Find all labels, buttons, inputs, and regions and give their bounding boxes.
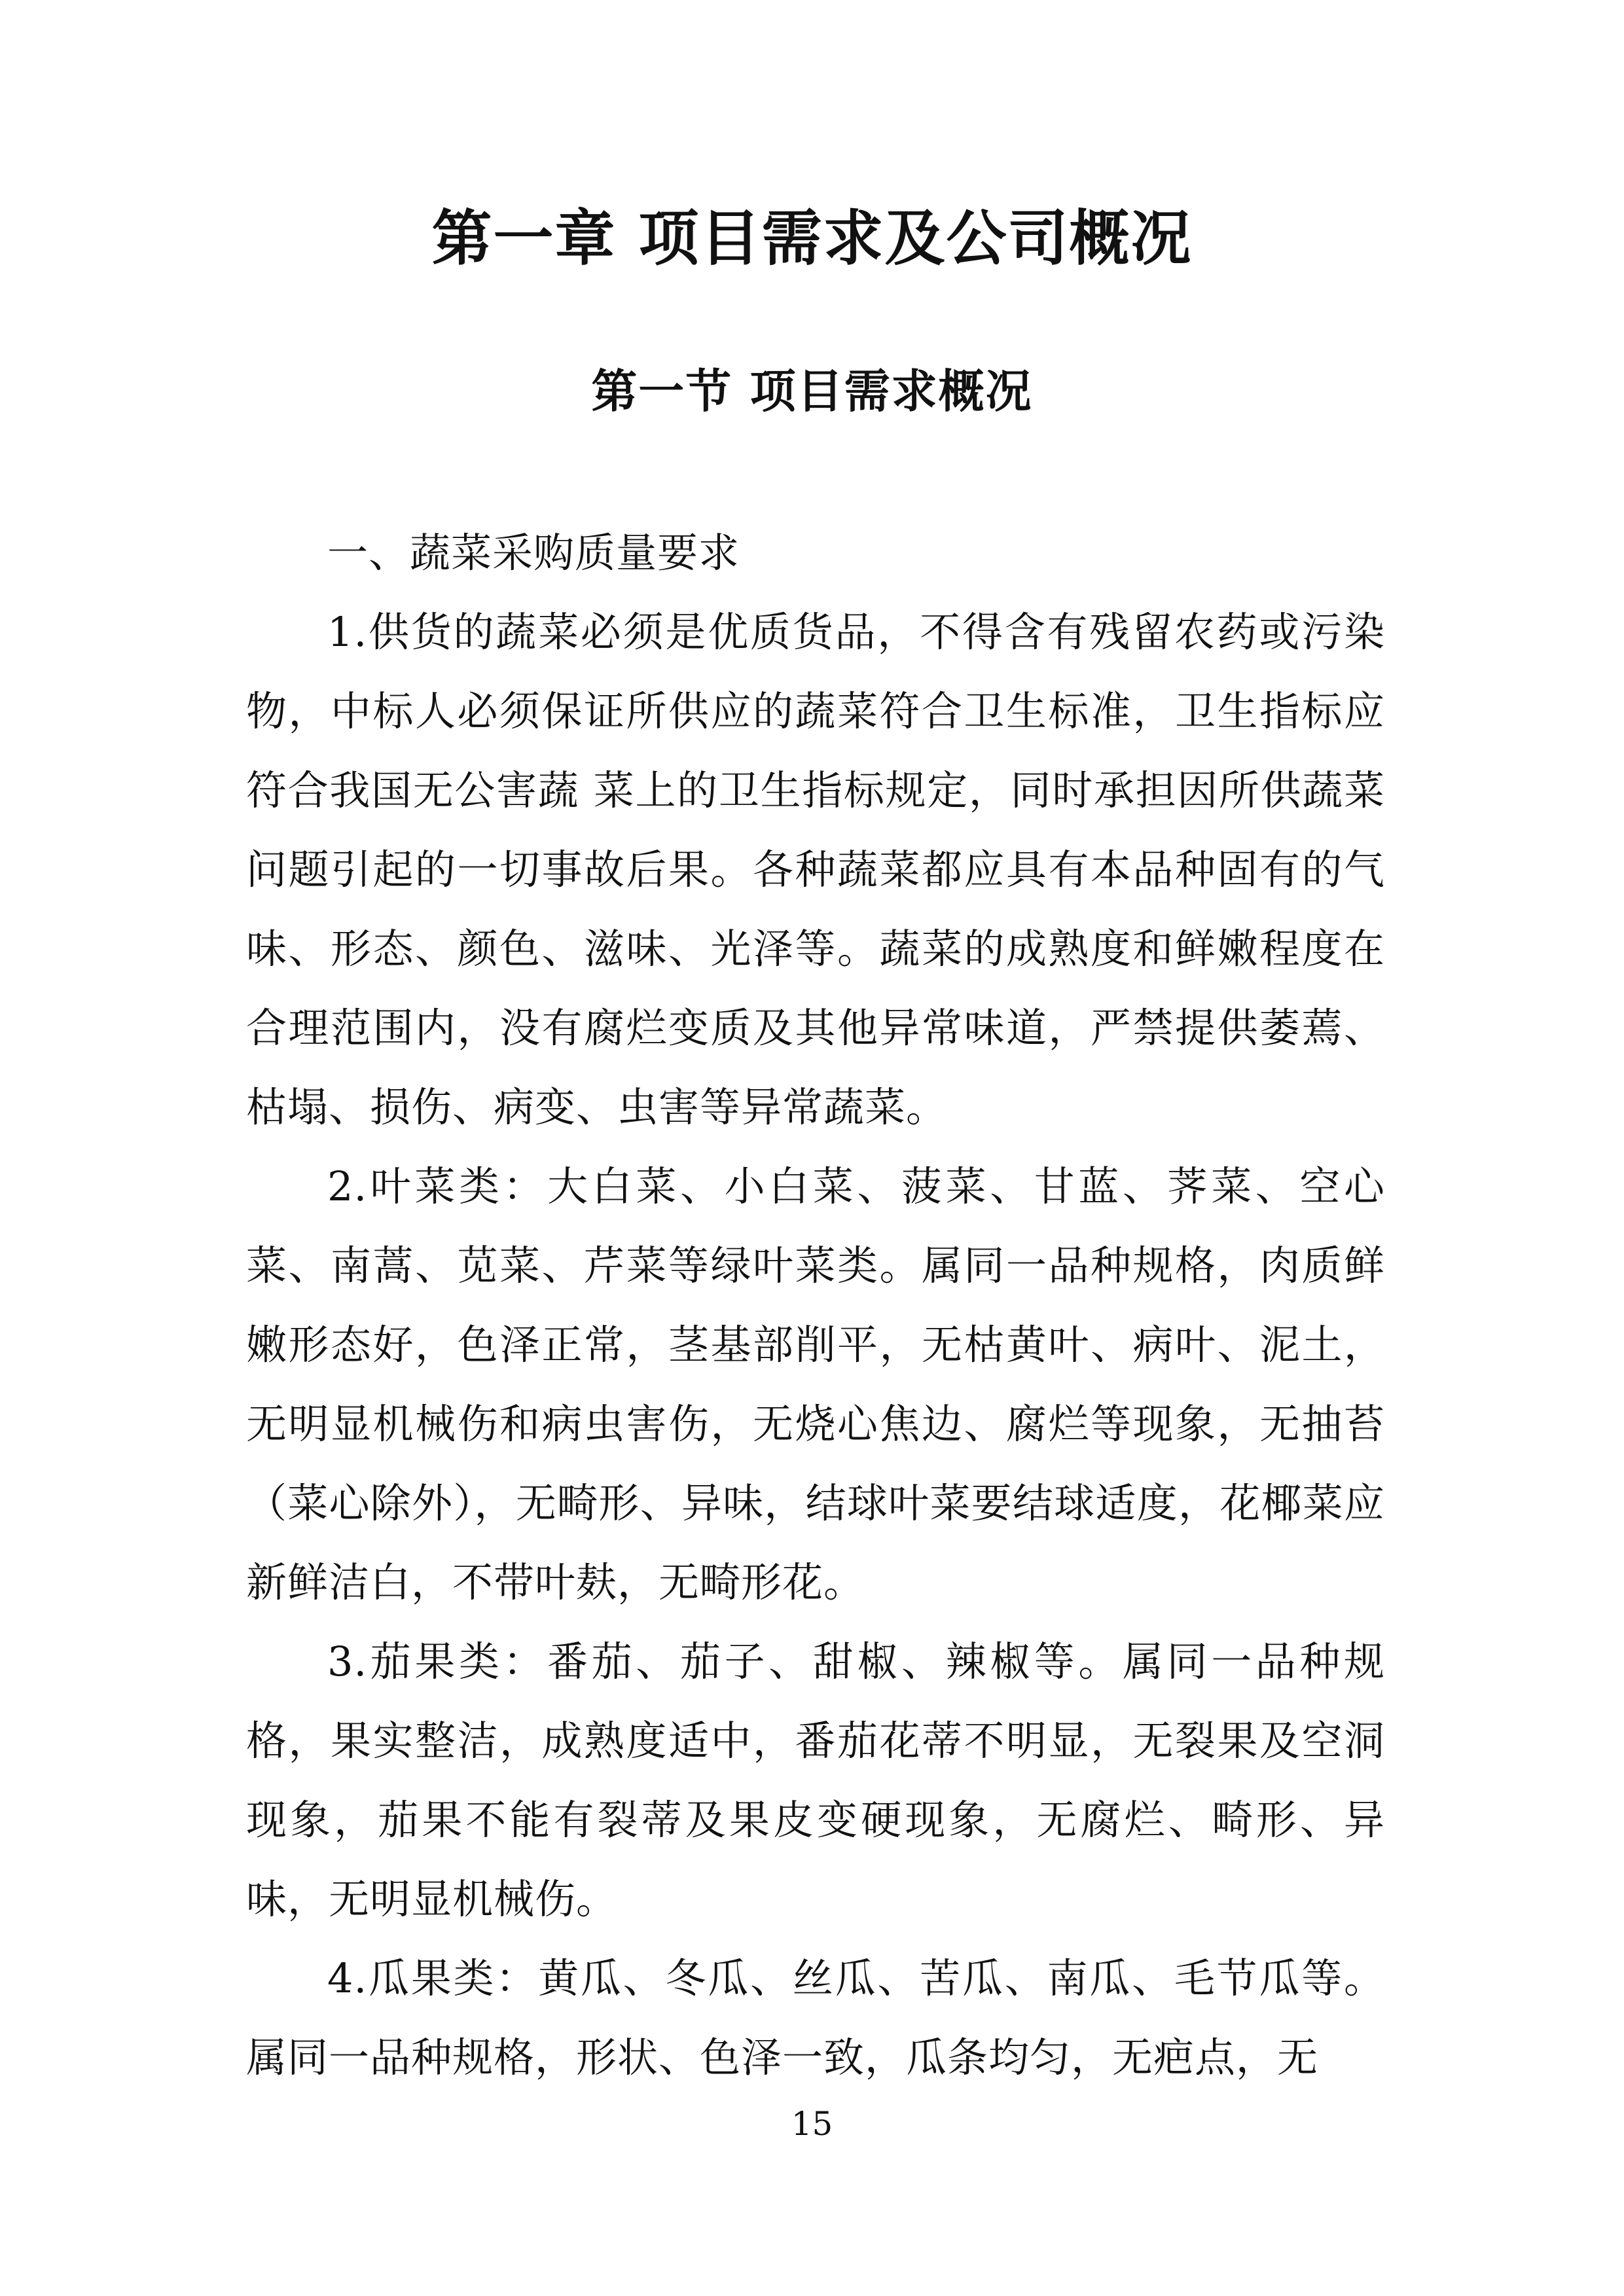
page-number: 15 — [791, 2105, 833, 2143]
subheading-vegetable-quality: 一、蔬菜采购质量要求 — [327, 529, 740, 577]
paragraph-item-2: 2.叶菜类：大白菜、小白菜、菠菜、甘蓝、荠菜、空心菜、南蒿、苋菜、芹菜等绿叶菜类。属同一品种规格，肉质鲜嫩形态好，色泽正常，茎基部削平，无枯黄叶、病叶、泥土，无明显机械伤和病虫害伤，无烧心焦边、腐烂等现象，无抽苔（菜心除外），无畸形、异味，结球叶菜要结球适度，花椰菜应新鲜洁白，不带叶麸，无畸形花。 — [246, 1162, 1385, 1606]
paragraph-item-1: 1.供货的蔬菜必须是优质货品，不得含有残留农药或污染物，中标人必须保证所供应的蔬菜符合卫生标准，卫生指标应符合我国无公害蔬 菜上的卫生指标规定，同时承担因所供蔬菜问题引起的一切事故后果。各种蔬菜都应具有本品种固有的气味、形态、颜色、滋味、光泽等。蔬菜的成熟度和鲜嫩程度在合理范围内，没有腐烂变质及其他异常味道，严禁提供萎蔫、枯塌、损伤、病变、虫害等异常蔬菜。 — [246, 608, 1385, 1131]
paragraph-item-4: 4.瓜果类：黄瓜、冬瓜、丝瓜、苦瓜、南瓜、毛节瓜等。属同一品种规格，形状、色泽一致，瓜条均匀，无疤点，无 — [246, 1954, 1385, 2081]
chapter-title: 第一章 项目需求及公司概况 — [431, 204, 1193, 274]
section-title: 第一节 项目需求概况 — [591, 365, 1033, 418]
body-text — [246, 513, 1385, 2097]
paragraph-item-3: 3.茄果类：番茄、茄子、甜椒、辣椒等。属同一品种规格，果实整洁，成熟度适中，番茄花蒂不明显，无裂果及空洞现象，茄果不能有裂蒂及果皮变硬现象，无腐烂、畸形、异味，无明显机械伤。 — [246, 1638, 1385, 1923]
